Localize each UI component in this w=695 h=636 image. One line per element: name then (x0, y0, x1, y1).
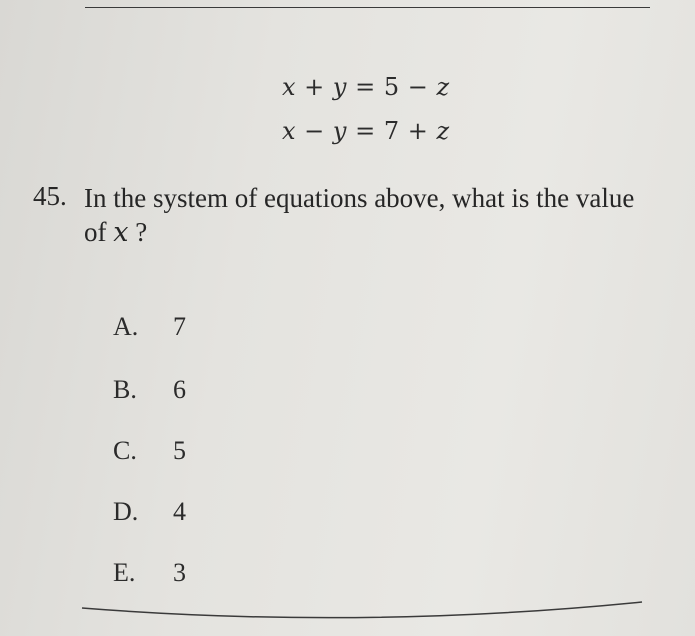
choice-letter: B. (113, 375, 137, 404)
eq2-var-y: y (332, 117, 347, 145)
choice-value: 6 (173, 375, 186, 404)
answer-choice-b[interactable] (113, 375, 186, 405)
eq1-var-y: y (332, 73, 347, 101)
question-number: 45. (33, 181, 67, 211)
choice-letter: A. (113, 312, 139, 341)
answer-choice-d[interactable] (113, 497, 186, 527)
eq1-op-2: − (399, 73, 437, 101)
eq1-var-z: z (436, 73, 450, 101)
eq1-const: 5 (383, 73, 400, 101)
question-text-end: ? (128, 217, 148, 247)
eq2-var-z: z (436, 117, 450, 145)
choice-value: 4 (173, 497, 186, 526)
choice-letter: E. (113, 558, 136, 587)
eq2-const: 7 (383, 117, 400, 145)
equation-1 (282, 73, 450, 101)
choice-letter: C. (113, 436, 137, 465)
question-text-main: In the system of equations above, what is the value of (84, 183, 635, 247)
choice-value: 5 (173, 436, 186, 465)
eq1-var-x: x (282, 73, 297, 101)
answer-choice-e[interactable] (113, 558, 186, 588)
choice-letter: D. (113, 497, 139, 526)
question-variable: x (113, 217, 129, 248)
bottom-rule (82, 600, 642, 601)
equation-2 (282, 117, 450, 145)
eq2-op-1: − (296, 117, 333, 145)
answer-choice-c[interactable] (113, 436, 186, 466)
eq2-var-x: x (282, 117, 297, 145)
eq1-equals: = (346, 73, 384, 101)
answer-choice-a[interactable] (113, 312, 186, 342)
eq2-equals: = (346, 117, 384, 145)
bottom-rule-line (82, 600, 642, 630)
choice-value: 7 (173, 312, 186, 341)
choice-value: 3 (173, 558, 186, 587)
top-rule (85, 7, 650, 8)
eq1-op-1: + (296, 73, 333, 101)
question-text (84, 181, 644, 250)
eq2-op-2: + (399, 117, 437, 145)
